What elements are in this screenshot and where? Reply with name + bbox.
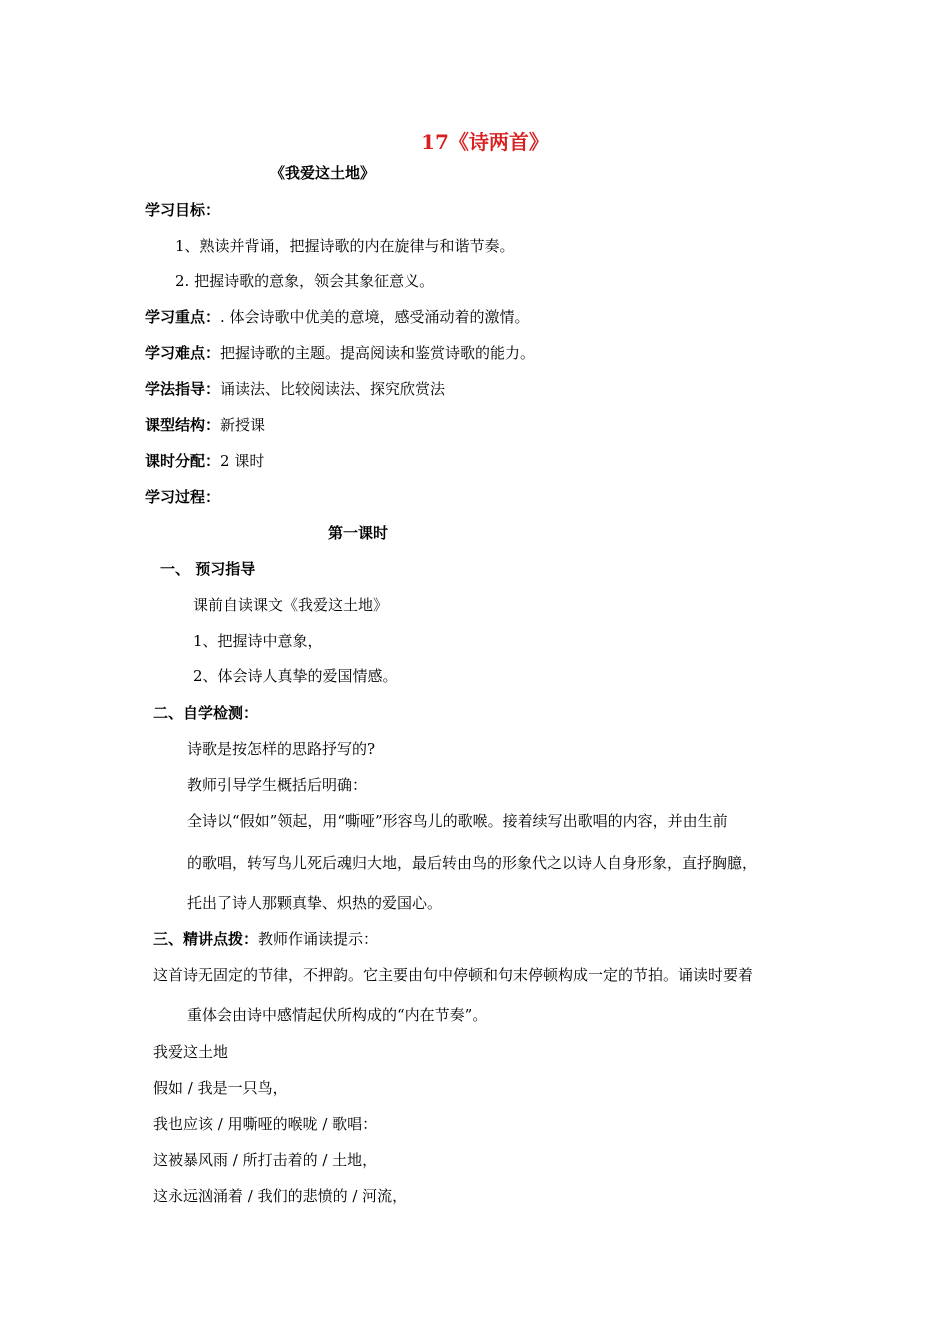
section2-line: 教师引导学生概括后明确： (187, 776, 368, 794)
section1-line: 1、把握诗中意象， (193, 632, 323, 650)
section3-line: 重体会由诗中感情起伏所构成的“内在节奏”。 (187, 1006, 488, 1024)
section1-heading: 一、 预习指导 (160, 560, 256, 578)
section3-heading-row (153, 929, 378, 949)
lesson-type-row (145, 415, 265, 435)
key-point-label: 学习重点： (145, 308, 221, 326)
hours-text: 2 课时 (220, 452, 265, 470)
goal-item: 2. 把握诗歌的意象，领会其象征意义。 (175, 272, 435, 290)
hours-label: 课时分配： (145, 452, 221, 470)
section2-line: 托出了诗人那颗真挚、炽热的爱国心。 (187, 894, 443, 912)
poem-line: 我爱这土地 (153, 1043, 229, 1061)
section2-heading: 二、自学检测： (153, 704, 259, 722)
period-heading: 第一课时 (328, 524, 389, 542)
lesson-type-label: 课型结构： (145, 416, 221, 434)
method-text: 诵读法、比较阅读法、探究欣赏法 (220, 380, 446, 398)
difficulty-label: 学习难点： (145, 344, 221, 362)
difficulty-row (145, 343, 535, 363)
poem-subtitle: 《我爱这土地》 (270, 164, 376, 182)
goals-label: 学习目标： (145, 201, 221, 219)
document-title: 17《诗两首》 (421, 130, 549, 154)
section3-heading: 三、精讲点拨： (153, 930, 259, 948)
key-point-text: . 体会诗歌中优美的意境，感受涌动着的激情。 (220, 308, 530, 326)
key-point-row (145, 307, 530, 327)
section1-line: 课前自读课文《我爱这土地》 (193, 596, 389, 614)
section2-line: 的歌唱，转写鸟儿死后魂归大地，最后转由鸟的形象代之以诗人自身形象，直抒胸臆， (187, 854, 758, 872)
section2-line: 全诗以“假如”领起，用“嘶哑”形容鸟儿的歌喉。接着续写出歌唱的内容，并由生前 (187, 812, 728, 830)
section3-line: 这首诗无固定的节律，不押韵。它主要由句中停顿和句末停顿构成一定的节拍。诵读时要着 (153, 966, 754, 984)
poem-line: 这永远汹涌着 / 我们的悲愤的 / 河流， (153, 1187, 408, 1205)
section1-line: 2、体会诗人真挚的爱国情感。 (193, 667, 398, 685)
process-label: 学习过程： (145, 488, 221, 506)
method-label: 学法指导： (145, 380, 221, 398)
goal-item: 1、熟读并背诵，把握诗歌的内在旋律与和谐节奏。 (175, 237, 515, 255)
difficulty-text: 把握诗歌的主题。提高阅读和鉴赏诗歌的能力。 (220, 344, 536, 362)
poem-line: 假如 / 我是一只鸟， (153, 1079, 288, 1097)
poem-line: 我也应该 / 用嘶哑的喉咙 / 歌唱： (153, 1115, 378, 1133)
hours-row (145, 451, 264, 471)
section3-heading-text: 教师作诵读提示： (258, 930, 379, 948)
lesson-type-text: 新授课 (220, 416, 266, 434)
section2-line: 诗歌是按怎样的思路抒写的? (187, 740, 376, 758)
poem-line: 这被暴风雨 / 所打击着的 / 土地， (153, 1151, 378, 1169)
method-row (145, 379, 445, 399)
